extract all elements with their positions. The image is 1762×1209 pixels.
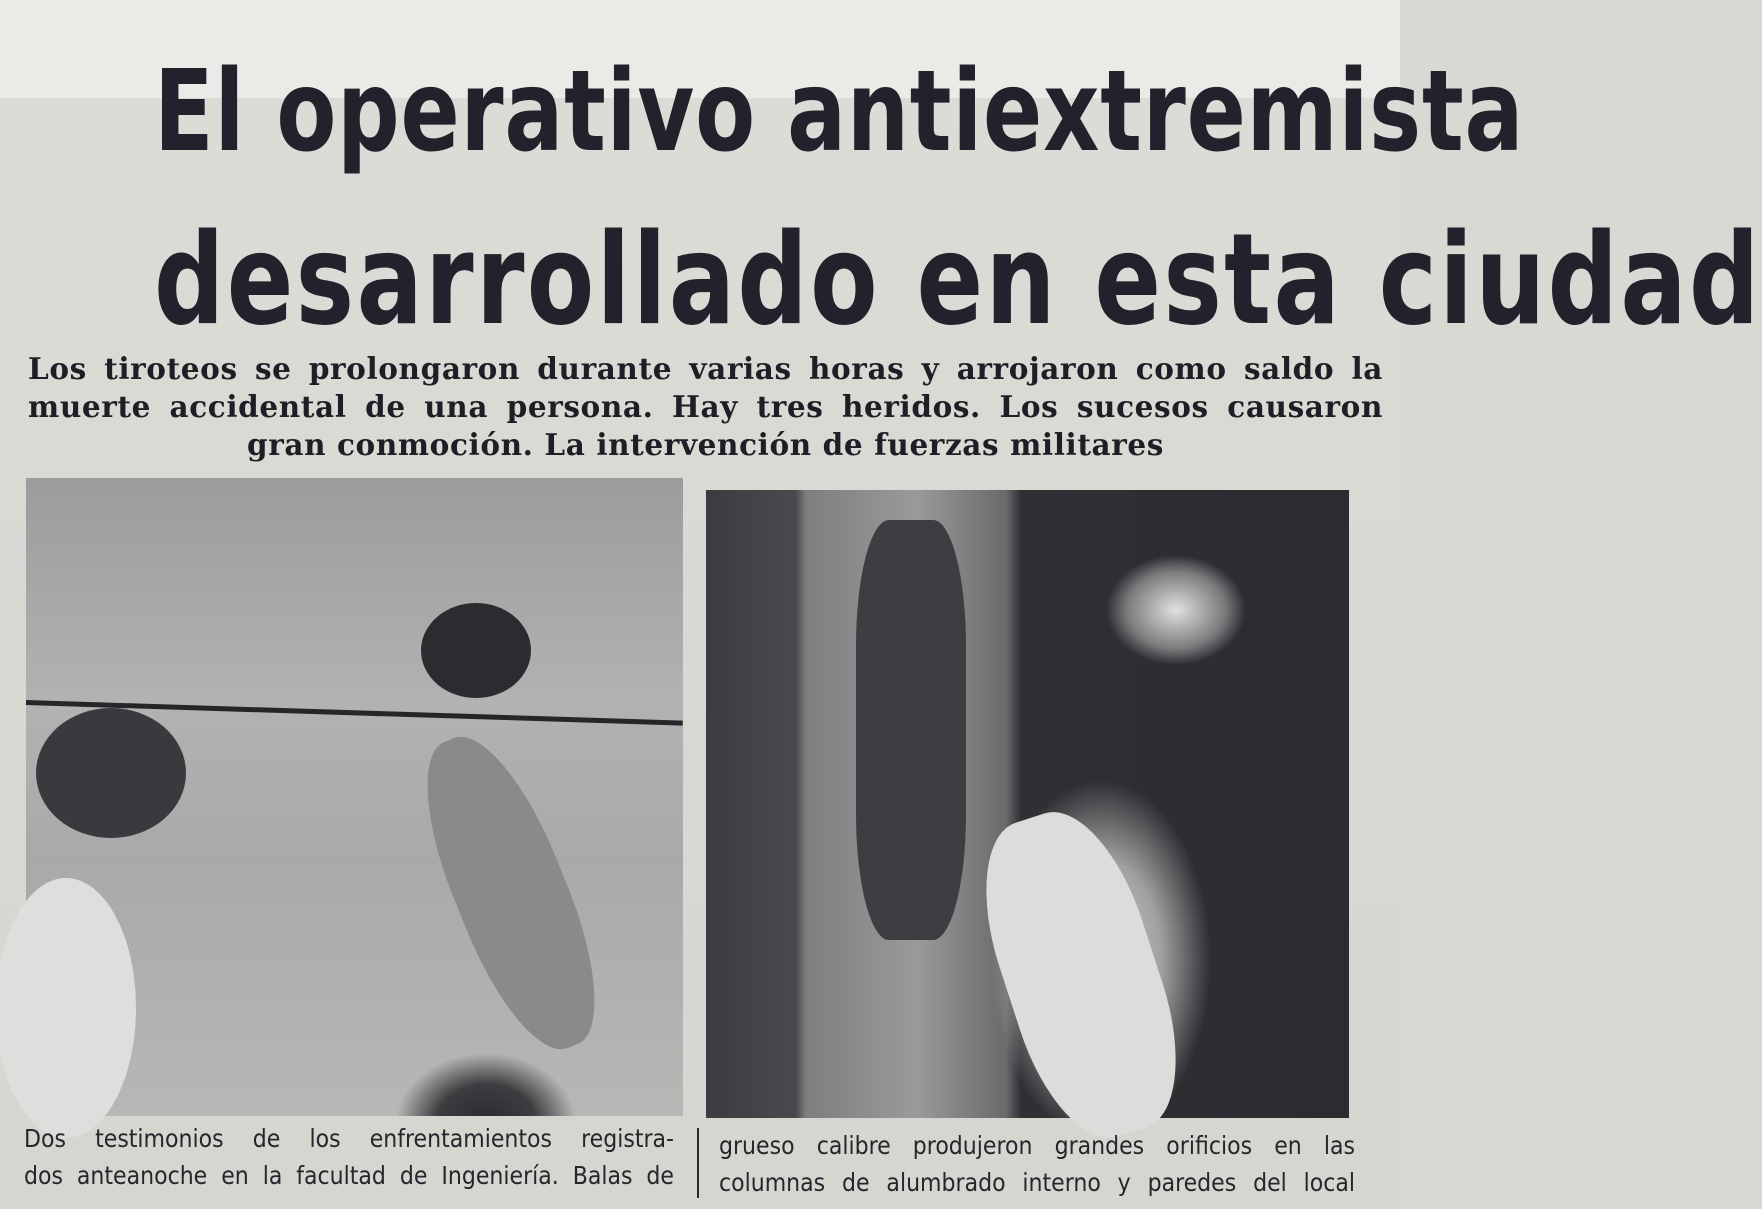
subheadline-line-2: muerte accidental de una persona. Hay tres heridos. Los sucesos causaron <box>28 389 1383 424</box>
caption-left-line-1: Dos testimonios de los enfrentamientos registra- <box>24 1124 674 1153</box>
pointing-hand <box>398 719 624 1066</box>
column-damage <box>856 520 966 940</box>
caption-right-line-1: grueso calibre produjeron grandes orificios en las <box>719 1131 1355 1160</box>
headline-line-1: El operativo antiextremista <box>154 47 1525 177</box>
bullet-hole <box>421 603 531 698</box>
photo-lamp-column <box>706 490 1349 1118</box>
caption-right-line-2: columnas de alumbrado interno y paredes del local <box>719 1168 1355 1197</box>
photo-caption-right <box>719 1127 1355 1201</box>
subheadline <box>28 350 1383 464</box>
person-head <box>36 708 186 838</box>
inspecting-arm <box>959 795 1204 1155</box>
column-divider <box>697 1128 699 1198</box>
headline-line-2: desarrollado en esta ciudad <box>154 206 1762 353</box>
person-shoulder <box>0 878 136 1138</box>
photo-caption-left <box>24 1120 674 1194</box>
caption-left-line-2: dos anteanoche en la facultad de Ingeniería. Balas de <box>24 1161 674 1190</box>
subheadline-line-1: Los tiroteos se prolongaron durante varias horas y arrojaron como saldo la <box>28 351 1383 386</box>
subheadline-line-3: gran conmoción. La intervención de fuerzas militares <box>246 427 1164 462</box>
photo-wall-bullet-hole <box>26 478 683 1116</box>
